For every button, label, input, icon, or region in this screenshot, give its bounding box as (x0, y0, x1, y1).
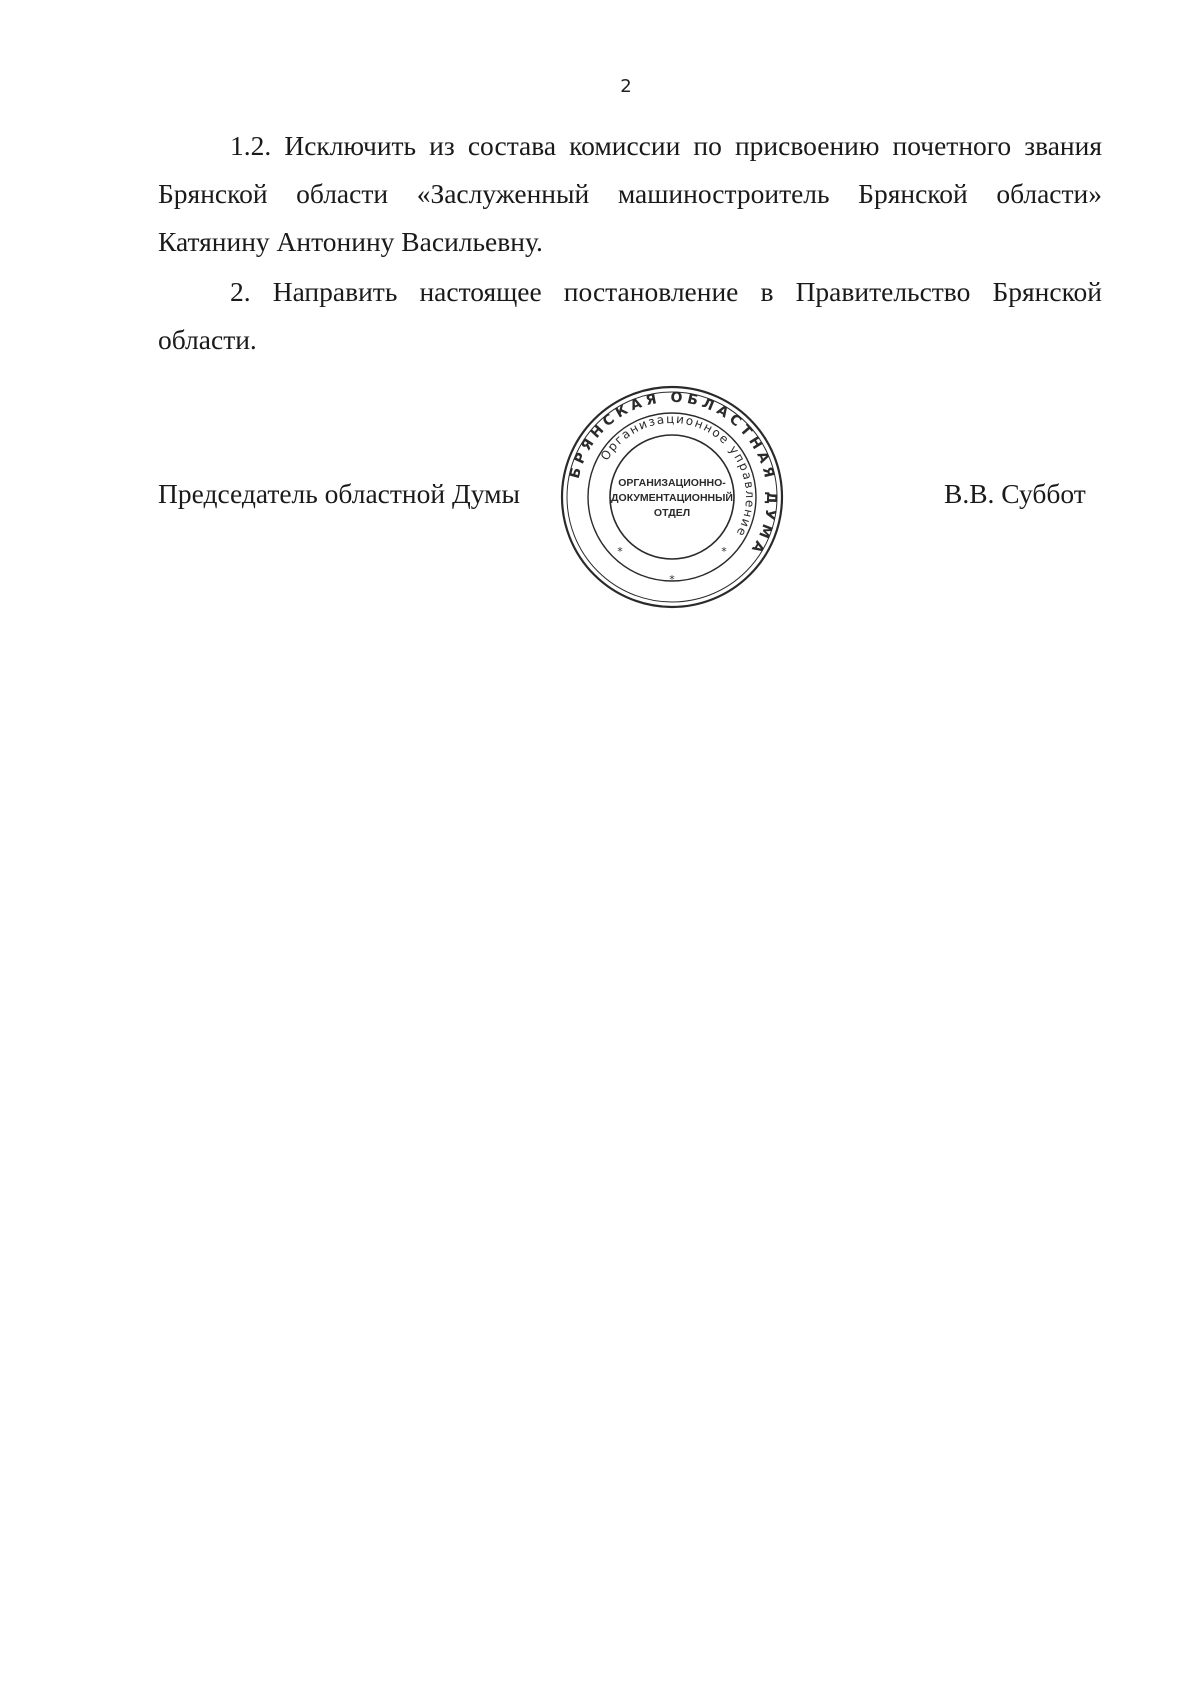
seal-center-line-1: ОРГАНИЗАЦИОННО- (618, 477, 726, 489)
page-number: 2 (620, 76, 632, 97)
svg-text:Организационное управление (598, 412, 757, 540)
signatory-name: В.В. Суббот (944, 478, 1086, 509)
seal-star-icon: * (721, 545, 727, 558)
seal-star-icon: * (617, 545, 623, 558)
seal-star-icon: * (669, 573, 675, 586)
paragraph-2: 2. Направить настоящее постановление в Правительство Брянской области. (158, 276, 1102, 355)
seal-center-line-3: ОТДЕЛ (653, 507, 691, 519)
signatory-title: Председатель областной Думы (158, 478, 520, 509)
seal-inner-ring-text: Организационное управление (597, 411, 758, 540)
seal-outer-ring-text: БРЯНСКАЯ ОБЛАСТНАЯ ДУМА (566, 389, 780, 560)
seal-center-line-2: ДОКУМЕНТАЦИОННЫЙ (611, 492, 733, 504)
official-seal (558, 383, 786, 611)
paragraph-1-2: 1.2. Исключить из состава комиссии по присвоению почетного звания Брянской области «Заслуженный машиностроитель Брянской области» Катянину Антонину Васильевну. (158, 130, 1102, 257)
